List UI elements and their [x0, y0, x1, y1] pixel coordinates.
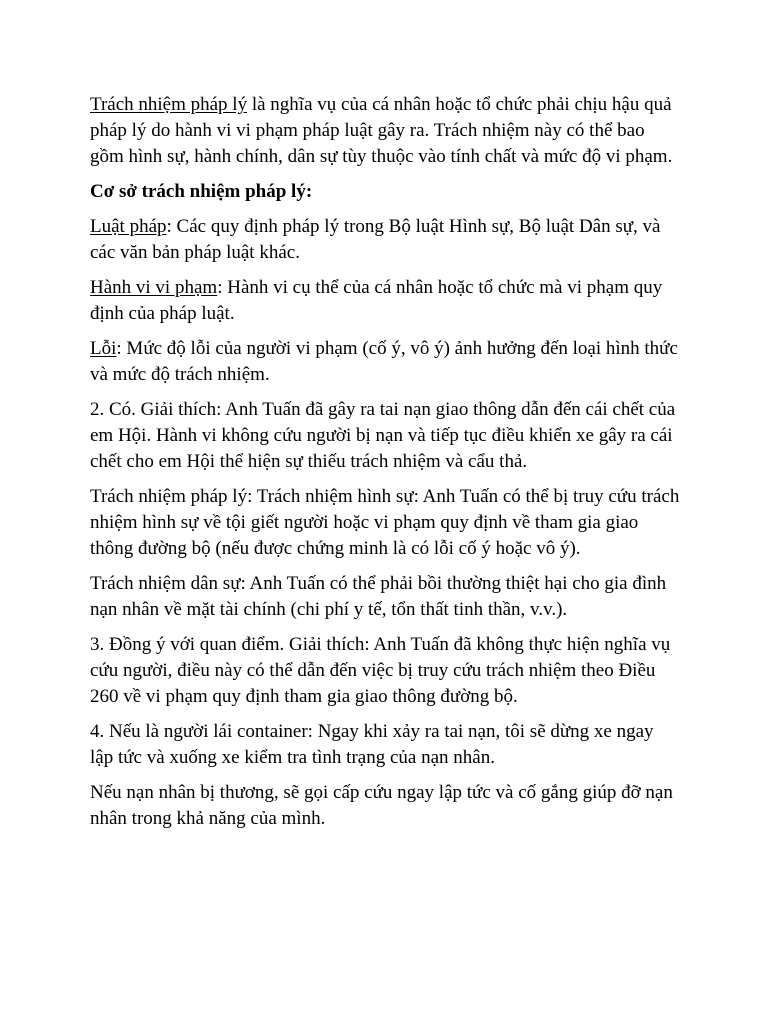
basis-violation-term: Hành vi vi phạm [90, 277, 218, 298]
intro-paragraph [90, 92, 680, 170]
intro-text: là nghĩa vụ của cá nhân hoặc tổ chức phải chịu hậu quả pháp lý do hành vi vi phạm pháp luật gây ra. Trách nhiệm này có thể bao gồm hình sự, hành chính, dân sự tùy thuộc vào tính chất và mức độ vi phạm. [90, 94, 673, 167]
civil-liability-paragraph: Trách nhiệm dân sự: Anh Tuấn có thể phải bồi thường thiệt hại cho gia đình nạn nhân về mặt tài chính (chi phí y tế, tổn thất tinh thần, v.v.). [90, 573, 667, 620]
answer-4-paragraph: 4. Nếu là người lái container: Ngay khi xảy ra tai nạn, tôi sẽ dừng xe ngay lập tức và xuống xe kiểm tra tình trạng của nạn nhân. [90, 721, 654, 768]
answer-3-paragraph: 3. Đồng ý với quan điểm. Giải thích: Anh Tuấn đã không thực hiện nghĩa vụ cứu người, điều này có thể dẫn đến việc bị truy cứu trách nhiệm theo Điều 260 về vi phạm quy định tham gia giao thông đường bộ. [90, 634, 671, 707]
basis-violation-text: : Hành vi cụ thể của cá nhân hoặc tổ chức mà vi phạm quy định của pháp luật. [90, 277, 663, 324]
answer-2-paragraph: 2. Có. Giải thích: Anh Tuấn đã gây ra tai nạn giao thông dẫn đến cái chết của em Hội. Hành vi không cứu người bị nạn và tiếp tục điều khiển xe gây ra cái chết cho em Hội thể hiện sự thiếu trách nhiệm và cẩu thả. [90, 399, 676, 472]
section-heading: Cơ sở trách nhiệm pháp lý: [90, 181, 313, 202]
intro-term: Trách nhiệm pháp lý [90, 94, 248, 115]
basis-fault-term: Lỗi [90, 338, 117, 359]
criminal-liability-paragraph: Trách nhiệm pháp lý: Trách nhiệm hình sự: Anh Tuấn có thể bị truy cứu trách nhiệm hình sự về tội giết người hoặc vi phạm quy định về tham gia giao thông đường bộ (nếu được chứng minh là có lỗi cố ý hoặc vô ý). [90, 486, 680, 559]
closing-paragraph: Nếu nạn nhân bị thương, sẽ gọi cấp cứu ngay lập tức và cố gắng giúp đỡ nạn nhân trong khả năng của mình. [90, 782, 673, 829]
basis-violation-paragraph [90, 275, 680, 327]
basis-law-text: : Các quy định pháp lý trong Bộ luật Hình sự, Bộ luật Dân sự, và các văn bản pháp luật khác. [90, 216, 661, 263]
document-page [90, 92, 680, 841]
basis-law-term: Luật pháp [90, 216, 167, 237]
basis-fault-paragraph [90, 336, 680, 388]
basis-law-paragraph [90, 214, 680, 266]
basis-fault-text: : Mức độ lỗi của người vi phạm (cố ý, vô ý) ảnh hưởng đến loại hình thức và mức độ trách nhiệm. [90, 338, 678, 385]
